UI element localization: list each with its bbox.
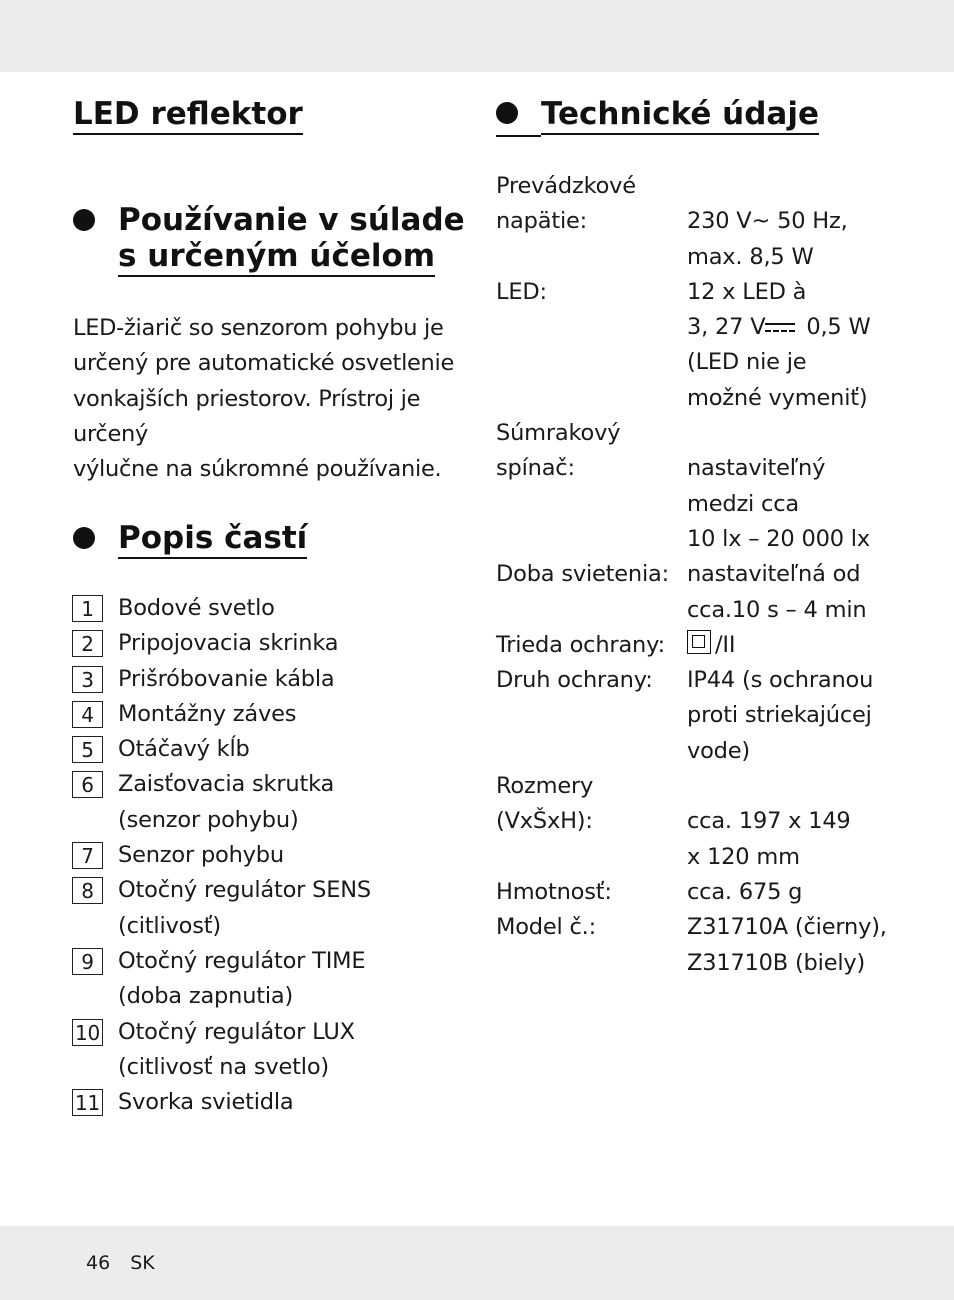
page-title: [73, 96, 303, 132]
list-item: [72, 662, 472, 697]
list-item: [72, 697, 472, 732]
section-bullet-icon: [496, 102, 518, 124]
text-line: vonkajších priestorov. Prístroj je určený: [73, 385, 421, 447]
part-label-note: (doba zapnutia): [118, 983, 294, 1010]
list-item: [72, 767, 472, 838]
spec-value: 230 V~ 50 Hz,: [687, 208, 848, 235]
list-item: [72, 626, 472, 661]
spec-key: Súmrakový: [496, 420, 621, 447]
spec-value: cca. 675 g: [687, 878, 803, 905]
part-number: 1: [72, 595, 103, 622]
spec-value: (LED nie je: [687, 349, 807, 376]
parts-heading: [118, 520, 307, 556]
table-row: [496, 557, 916, 592]
spec-key: Hmotnosť:: [496, 878, 612, 905]
tech-heading: [541, 96, 819, 132]
list-item: [72, 944, 472, 1015]
spec-value: cca.10 s – 4 min: [687, 596, 867, 623]
part-label: Prišróbovanie kábla: [118, 665, 335, 692]
spec-key: Model č.:: [496, 914, 597, 941]
spec-value: vode): [687, 737, 750, 764]
list-item: [72, 838, 472, 873]
intended-use-heading: [118, 202, 465, 274]
spec-key: (VxŠxH):: [496, 808, 593, 835]
heading-underline-extension: [496, 135, 541, 137]
table-row: [496, 169, 916, 204]
spec-value: x 120 mm: [687, 843, 800, 870]
page-title-text: LED reflektor: [73, 96, 303, 135]
part-number: 3: [72, 666, 103, 693]
section-bullet-icon: [73, 527, 95, 549]
spec-key: Prevádzkové: [496, 173, 636, 199]
list-item: [72, 732, 472, 767]
section-bullet-icon: [73, 209, 95, 231]
table-row: [496, 204, 916, 239]
parts-heading-text: Popis častí: [118, 520, 307, 559]
part-label: Otočný regulátor SENS: [118, 877, 371, 904]
parts-list: [72, 591, 472, 1120]
spec-value: nastaviteľný: [687, 455, 826, 482]
page-footer: [86, 1252, 175, 1274]
list-item: [72, 873, 472, 944]
spec-value: Z31710B (biely): [687, 949, 866, 976]
part-label: Montážny záves: [118, 700, 297, 727]
table-row: [496, 734, 916, 769]
table-row: [496, 487, 916, 522]
part-label: Otočný regulátor TIME: [118, 947, 366, 974]
table-row: [496, 875, 916, 910]
language-code: SK: [130, 1252, 155, 1274]
tech-heading-text: Technické údaje: [541, 96, 819, 135]
part-label-note: (senzor pohybu): [118, 806, 299, 833]
spec-value: medzi cca: [687, 490, 799, 517]
part-number: 2: [72, 630, 103, 657]
intended-use-heading-line1: Používanie v súlade: [118, 202, 465, 238]
part-label: Otáčavý kĺb: [118, 736, 250, 763]
spec-value: nastaviteľná od: [687, 561, 861, 588]
led-voltage: 3, 27 V: [687, 314, 766, 341]
table-row: [496, 522, 916, 557]
part-number: 5: [72, 736, 103, 763]
table-row: [496, 769, 916, 804]
spec-key: Rozmery: [496, 773, 594, 800]
table-row: [496, 416, 916, 451]
part-label: Svorka svietidla: [118, 1089, 294, 1116]
table-row: [496, 593, 916, 628]
spec-value: 12 x LED à: [687, 278, 807, 305]
table-row: [496, 663, 916, 698]
protection-class-icon: [687, 630, 711, 654]
table-row: [496, 840, 916, 875]
header-band: [0, 0, 954, 72]
list-item: [72, 1015, 472, 1086]
spec-value: [687, 310, 916, 345]
spec-key: Trieda ochrany:: [496, 631, 665, 658]
spec-value: cca. 197 x 149: [687, 808, 851, 835]
table-row: [496, 946, 916, 981]
spec-value: Z31710A (čierny),: [687, 914, 887, 941]
text-line: výlučne na súkromné používanie.: [73, 456, 442, 483]
part-number: 4: [72, 701, 103, 728]
spec-value: proti striekajúcej: [687, 702, 872, 729]
spec-value: [687, 628, 916, 663]
part-number: 8: [72, 877, 103, 904]
part-label: Zaisťovacia skrutka: [118, 771, 335, 798]
table-row: [496, 910, 916, 945]
intended-use-text: [73, 311, 463, 487]
table-row: [496, 698, 916, 733]
part-label-note: (citlivosť): [118, 912, 221, 939]
part-number: 6: [72, 771, 103, 798]
table-row: [496, 345, 916, 380]
table-row: [496, 310, 916, 345]
spec-value: 10 lx – 20 000 lx: [687, 525, 870, 552]
protection-class-text: /II: [715, 631, 736, 658]
list-item: [72, 1085, 472, 1120]
table-row: [496, 628, 916, 663]
table-row: [496, 381, 916, 416]
part-label-note: (citlivosť na svetlo): [118, 1053, 330, 1080]
intended-use-heading-line2: s určeným účelom: [118, 238, 435, 277]
table-row: [496, 451, 916, 486]
part-label: Pripojovacia skrinka: [118, 630, 339, 657]
table-row: [496, 275, 916, 310]
part-number: 7: [72, 842, 103, 869]
table-row: [496, 804, 916, 839]
part-number: 11: [72, 1089, 103, 1116]
text-line: určený pre automatické osvetlenie: [73, 350, 455, 377]
part-number: 10: [72, 1019, 103, 1046]
spec-key: spínač:: [496, 455, 575, 482]
text-line: LED-žiarič so senzorom pohybu je: [73, 315, 444, 341]
spec-key: LED:: [496, 278, 547, 305]
spec-key: napätie:: [496, 208, 588, 235]
part-number: 9: [72, 948, 103, 975]
page-number: 46: [86, 1252, 111, 1274]
table-row: [496, 240, 916, 275]
direct-current-icon: [765, 321, 795, 335]
part-label: Bodové svetlo: [118, 595, 275, 621]
spec-key: Druh ochrany:: [496, 667, 653, 694]
spec-value: IP44 (s ochranou: [687, 667, 874, 694]
part-label: Otočný regulátor LUX: [118, 1018, 355, 1045]
spec-value: max. 8,5 W: [687, 243, 814, 270]
spec-value: možné vymeniť): [687, 384, 868, 411]
list-item: [72, 591, 472, 626]
led-power: 0,5 W: [799, 314, 871, 341]
spec-key: Doba svietenia:: [496, 561, 669, 588]
tech-spec-table: [496, 169, 916, 981]
part-label: Senzor pohybu: [118, 842, 284, 869]
